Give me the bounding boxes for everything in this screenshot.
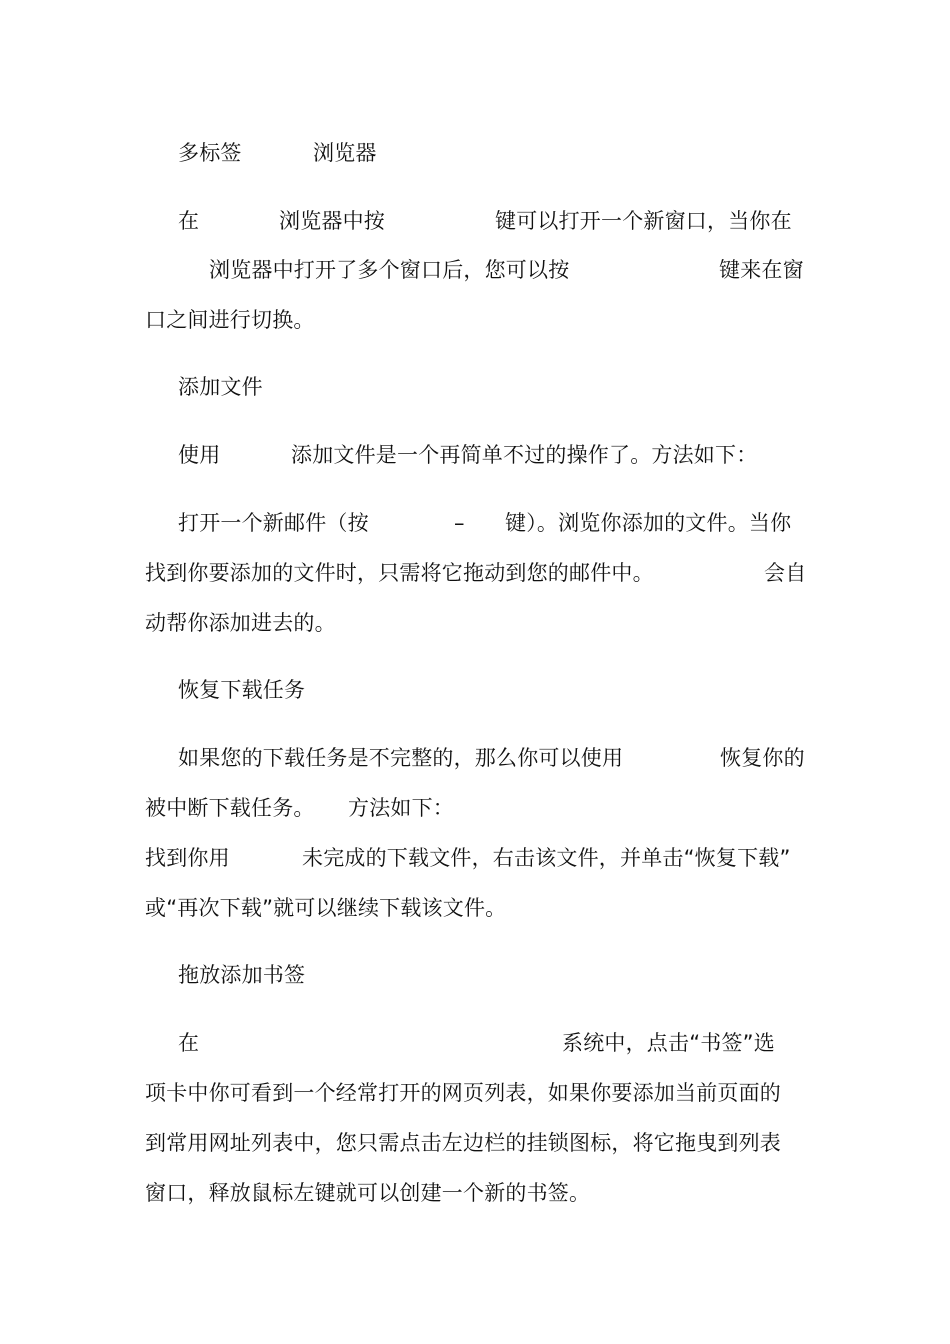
- text-fragment: 动帮你添加进去的。: [145, 611, 336, 635]
- text-fragment: 项卡中你可看到一个经常打开的网页列表，如果你要添加当前页面的: [145, 1081, 781, 1105]
- text-fragment: 窗口，释放鼠标左键就可以创建一个新的书签。: [145, 1181, 591, 1205]
- heading-resume-download: [178, 670, 778, 710]
- paragraph-line: [145, 788, 810, 828]
- text-fragment: 被中断下载任务。: [145, 796, 315, 820]
- text-fragment: 到常用网址列表中，您只需点击左边栏的挂锁图标，将它拖曳到列表: [145, 1131, 781, 1155]
- text-fragment: 找到你用: [145, 846, 230, 870]
- text-fragment: 或“再次下载”就可以继续下载该文件。: [145, 896, 507, 920]
- paragraph-line: [145, 1173, 810, 1213]
- paragraph-line: [145, 603, 810, 643]
- heading-text: 恢复下载任务: [178, 678, 306, 702]
- heading-multi-tab-browser: [178, 133, 778, 173]
- heading-text: 拖放添加书签: [178, 963, 306, 987]
- paragraph-line: [145, 300, 810, 340]
- paragraph-line: [145, 1123, 810, 1163]
- text-fragment: 找到你要添加的文件时，只需将它拖动到您的邮件中。: [145, 561, 654, 585]
- text-fragment: 键可以打开一个新窗口，当你在: [495, 209, 792, 233]
- text-fragment: 口之间进行切换。: [145, 308, 315, 332]
- text-fragment: 在: [178, 1031, 200, 1055]
- paragraph-line: [209, 250, 810, 290]
- paragraph-line: [145, 1073, 810, 1113]
- text-fragment: 恢复你的: [720, 746, 805, 770]
- text-fragment: 浏览器中打开了多个窗口后，您可以按: [209, 258, 570, 282]
- text-fragment: 添加文件是一个再简单不过的操作了。方法如下：: [291, 443, 758, 467]
- text-fragment: 使用: [178, 443, 221, 467]
- heading-text: 添加文件: [178, 375, 263, 399]
- text-fragment: 如果您的下载任务是不完整的，那么你可以使用: [178, 746, 624, 770]
- paragraph-line: [145, 838, 810, 878]
- heading-text: 浏览器: [313, 141, 377, 165]
- text-fragment: –: [454, 511, 465, 535]
- text-fragment: 方法如下：: [348, 796, 454, 820]
- paragraph-line: [178, 201, 810, 241]
- paragraph-line: [178, 1023, 810, 1063]
- heading-text: 多标签: [178, 141, 242, 165]
- paragraph-line: [145, 888, 810, 928]
- text-fragment: 未完成的下载文件，右击该文件，并单击“恢复下载”: [302, 846, 791, 870]
- paragraph-line: [145, 553, 810, 593]
- text-fragment: 键）。浏览你添加的文件。当你: [505, 511, 792, 535]
- text-fragment: 会自: [764, 561, 807, 585]
- paragraph-line: [178, 435, 810, 475]
- text-fragment: 系统中，点击“书签”选: [562, 1031, 775, 1055]
- text-fragment: 打开一个新邮件（按: [178, 511, 369, 535]
- text-fragment: 浏览器中按: [279, 209, 385, 233]
- heading-drag-bookmark: [178, 955, 778, 995]
- heading-add-file: [178, 367, 778, 407]
- text-fragment: 键来在窗: [719, 258, 804, 282]
- paragraph-line: [178, 503, 810, 543]
- paragraph-line: [178, 738, 810, 778]
- text-fragment: 在: [178, 209, 200, 233]
